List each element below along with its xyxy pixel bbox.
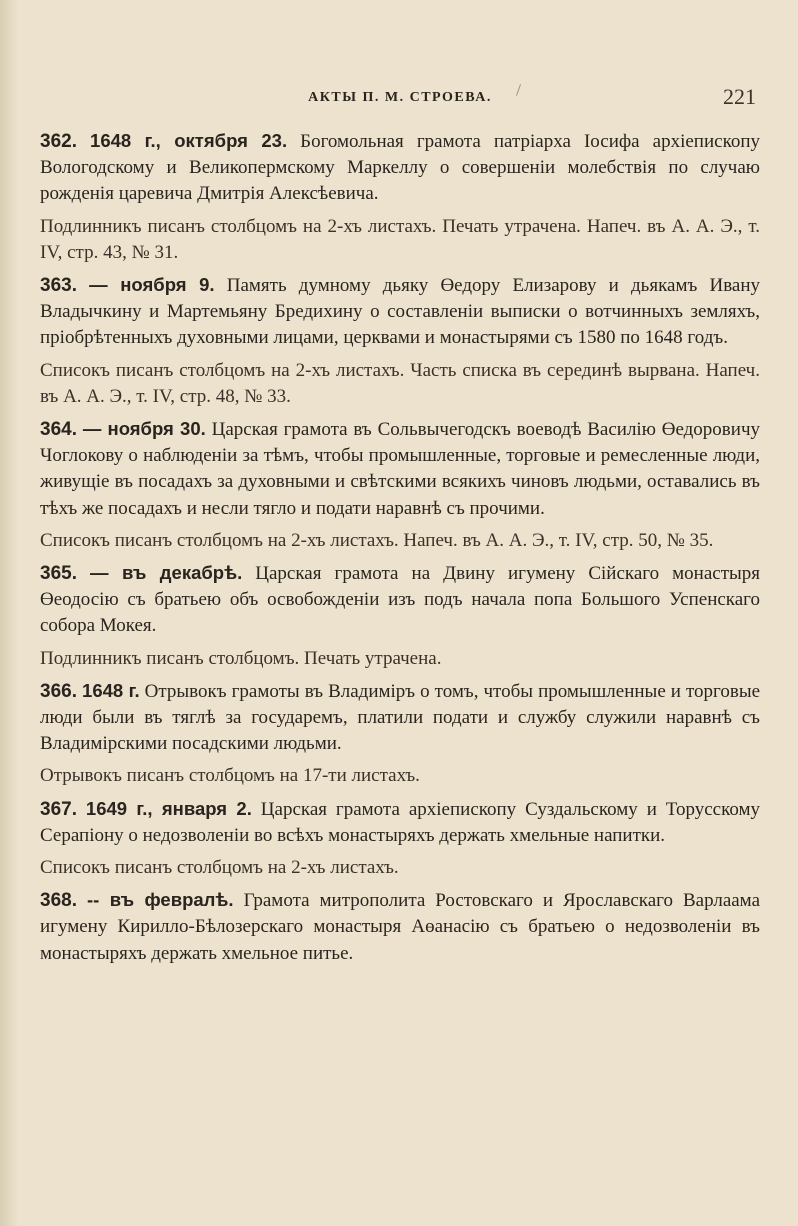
page-number: 221 [723, 84, 756, 109]
entry-number: 366. [40, 680, 77, 702]
entry-number: 368. [40, 890, 77, 912]
entry-368 [40, 887, 760, 967]
entry-362 [40, 128, 760, 208]
entry-text: Богомольная грамота патріарха Іосифа архіепископу Вологодскому и Великопермскому Маркеллу о совершеніи молебствія по случаю рожденія царевича Дмитрія Алексѣевича. [40, 131, 761, 205]
entry-date: — ноября 30. [82, 418, 206, 440]
entry-363 [40, 272, 760, 352]
entry-366 [40, 678, 760, 758]
entry-364 [40, 416, 760, 522]
entry-date: 1649 г., января 2. [85, 797, 252, 819]
entry-note: Списокъ писанъ столбцомъ на 2-хъ листахъ. Напеч. въ А. А. Э., т. IV, стр. 50, № 35. [40, 529, 714, 551]
entry-text: Царская грамота архіепископу Суздальскому и Торусскому Серапіону о недозволеніи во всѣхъ монастыряхъ держать хмельные напитки. [40, 798, 761, 846]
entry-number: 365. [40, 563, 77, 585]
entry-number: 362. [40, 131, 77, 152]
entry-date: — ноября 9. [89, 274, 215, 296]
page-edge-shadow [0, 0, 18, 1226]
entry-note: Подлинникъ писанъ столбцомъ на 2-хъ листахъ. Печать утрачена. Напеч. въ А. А. Э., т. IV, стр. 43, № 31. [40, 215, 760, 263]
entry-note: Подлинникъ писанъ столбцомъ. Печать утрачена. [40, 647, 442, 669]
entry-note: Списокъ писанъ столбцомъ на 2-хъ листахъ. [40, 857, 399, 879]
entry-date: — въ декабрѣ. [90, 562, 243, 584]
entry-date: -- въ февралѣ. [86, 889, 234, 911]
entry-note: Отрывокъ писанъ столбцомъ на 17-ти листахъ. [40, 765, 420, 787]
entry-number: 364. [40, 419, 77, 441]
page-body [40, 128, 760, 967]
entry-number: 363. [40, 275, 77, 297]
entry-number: 367. [40, 798, 77, 820]
entry-text: Царская грамота на Двину игумену Сійскаго монастыря Өеодосію съ братьею объ освобожденіи изъ подъ начала попа Большого Успенскаго собора Мокея. [40, 563, 761, 637]
page-header [40, 84, 760, 114]
entry-text: Память думному дьяку Өедору Елизарову и дьякамъ Ивану Владычкину и Мартемьяну Бредихину о составленіи выписки о вотчинныхъ земляхъ, пріобрѣтенныхъ духовными лицами, церквами и монастырями съ 1580 по 1648 годъ. [40, 275, 761, 349]
entry-date: 1648 г. [82, 679, 140, 701]
entry-text: Грамота митрополита Ростовскаго и Ярославскаго Варлаама игумену Кирилло-Бѣлозерскаго монастыря Аөанасію съ братьею о недозволеніи въ монастыряхъ держать хмельное питье. [40, 890, 761, 964]
entry-date: 1648 г., октября 23. [90, 130, 288, 151]
running-head: АКТЫ П. М. СТРОЕВА. [308, 90, 492, 105]
entry-text: Царская грамота въ Сольвычегодскъ воеводѣ Василію Өедоровичу Чоглокову о наблюденіи за тѣмъ, чтобы промышленные, торговые и ремесленные люди, живущіе въ посадахъ за духовными и свѣтскими всякихъ чиновъ людьми, оставались въ тѣхъ же посадахъ и несли тягло и подати наравнѣ съ прочими. [40, 419, 760, 519]
entry-text: Отрывокъ грамоты въ Владиміръ о томъ, чтобы промышленные и торговые люди были въ тяглѣ за государемъ, платили подати и службу служили наравнѣ съ Владимірскими посадскими людьми. [40, 680, 761, 755]
entry-note: Списокъ писанъ столбцомъ на 2-хъ листахъ. Часть списка въ серединѣ вырвана. Напеч. въ А. А. Э., т. IV, стр. 48, № 33. [40, 359, 760, 407]
entry-365 [40, 560, 760, 640]
entry-367 [40, 796, 760, 849]
